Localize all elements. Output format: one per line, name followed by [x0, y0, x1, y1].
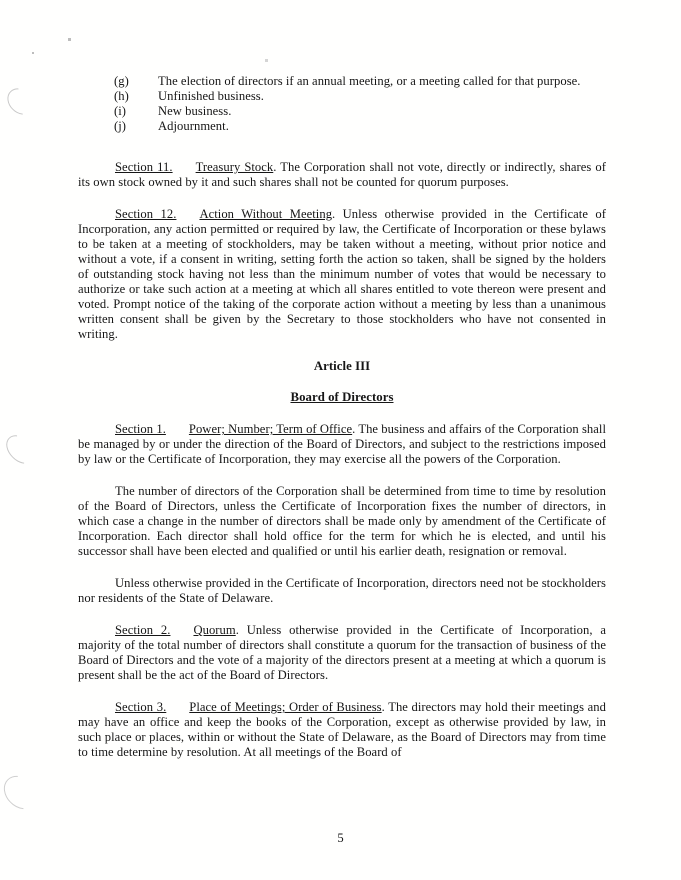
list-item-text: Unfinished business.	[158, 89, 264, 103]
section-12-paragraph	[78, 207, 606, 342]
section-2-paragraph	[78, 623, 606, 683]
list-item	[78, 104, 606, 119]
agenda-list	[78, 74, 606, 134]
list-item-marker: (h)	[114, 89, 129, 103]
list-item-marker: (j)	[114, 119, 127, 133]
list-item	[78, 119, 606, 134]
binder-hole-mark	[0, 769, 44, 816]
section-3-label: Section 3.	[115, 700, 167, 714]
article-subtitle: Board of Directors	[290, 390, 394, 404]
section-12-title: Action Without Meeting	[199, 207, 333, 221]
section-12-label: Section 12.	[115, 207, 177, 221]
section-11-body: . The Corporation shall not vote, directly or indirectly, shares of its own stock owned by it and such shares shall not be counted for quorum purposes.	[78, 160, 606, 189]
directors-number-paragraph: The number of directors of the Corporation shall be determined from time to time by resolution of the Board of Directors, unless the Certificate of Incorporation fixes the number of directors, in which case a change in the number of directors shall be made only by amendment of the Certificate of Incorporation. Each director shall hold office for the term for which he is elected, and until his successor shall have been elected and qualified or until his earlier death, resignation or removal.	[78, 484, 606, 558]
scan-speck	[32, 52, 34, 54]
scan-speck	[68, 38, 71, 41]
list-item	[78, 89, 606, 104]
section-1-body: . The business and affairs of the Corporation shall be managed by or under the direction of the Board of Directors, and subject to the restrictions imposed by law or the Certificate of Incorporation, they may exercise all the powers of the Corporation.	[78, 422, 606, 466]
section-3-title: Place of Meetings; Order of Business	[189, 700, 382, 714]
section-3-body: . The directors may hold their meetings and may have an office and keep the books of the Corporation, except as otherwise provided by law, in such place or places, within or without the State of Delaware, as the Board of Directors may from time to time determine by resolution. At all meetings of the Board of	[78, 700, 606, 759]
page-number: 5	[337, 831, 344, 845]
section-11-title: Treasury Stock	[195, 160, 274, 174]
section-11-paragraph	[78, 160, 606, 190]
list-item-marker: (g)	[114, 74, 129, 88]
section-1-label: Section 1.	[115, 422, 166, 436]
document-content	[78, 74, 606, 760]
section-1-paragraph	[78, 422, 606, 467]
binder-hole-mark	[1, 430, 41, 470]
section-12-body: . Unless otherwise provided in the Certificate of Incorporation, any action permitted or required by law, the Certificate of Incorporation or these bylaws to be taken at a meeting of stockholders, may be taken without a meeting, without prior notice and without a vote, if a consent in writing, setting forth the action so taken, shall be signed by the holders of outstanding stock having not less than the minimum number of votes that would be necessary to authorize or take such action at a meeting at which all shares entitled to vote thereon were present and voted. Prompt notice of the taking of the corporate action without a meeting by less than a unanimous written consent shall be given by the Secretary to those stockholders who have not consented in writing.	[78, 207, 606, 341]
list-item	[78, 74, 606, 89]
section-2-label: Section 2.	[115, 623, 171, 637]
section-1-title: Power; Number; Term of Office	[188, 422, 353, 436]
directors-residency-paragraph: Unless otherwise provided in the Certificate of Incorporation, directors need not be stockholders nor residents of the State of Delaware.	[78, 576, 606, 605]
list-item-text: New business.	[158, 104, 232, 118]
binder-hole-mark	[2, 83, 39, 120]
list-item-text: Adjournment.	[158, 119, 229, 133]
section-2-title: Quorum	[193, 623, 236, 637]
list-item-marker: (i)	[114, 104, 127, 118]
section-3-paragraph	[78, 700, 606, 760]
scan-speck	[265, 59, 268, 62]
list-item-text: The election of directors if an annual meeting, or a meeting called for that purpose.	[158, 74, 581, 88]
article-heading: Article III	[313, 359, 371, 373]
section-11-label: Section 11.	[115, 160, 173, 174]
section-2-body: . Unless otherwise provided in the Certificate of Incorporation, a majority of the total number of directors shall constitute a quorum for the transaction of business of the Board of Directors and the vote of a majority of the directors present at a meeting at which a quorum is present shall be the act of the Board of Directors.	[78, 623, 606, 682]
